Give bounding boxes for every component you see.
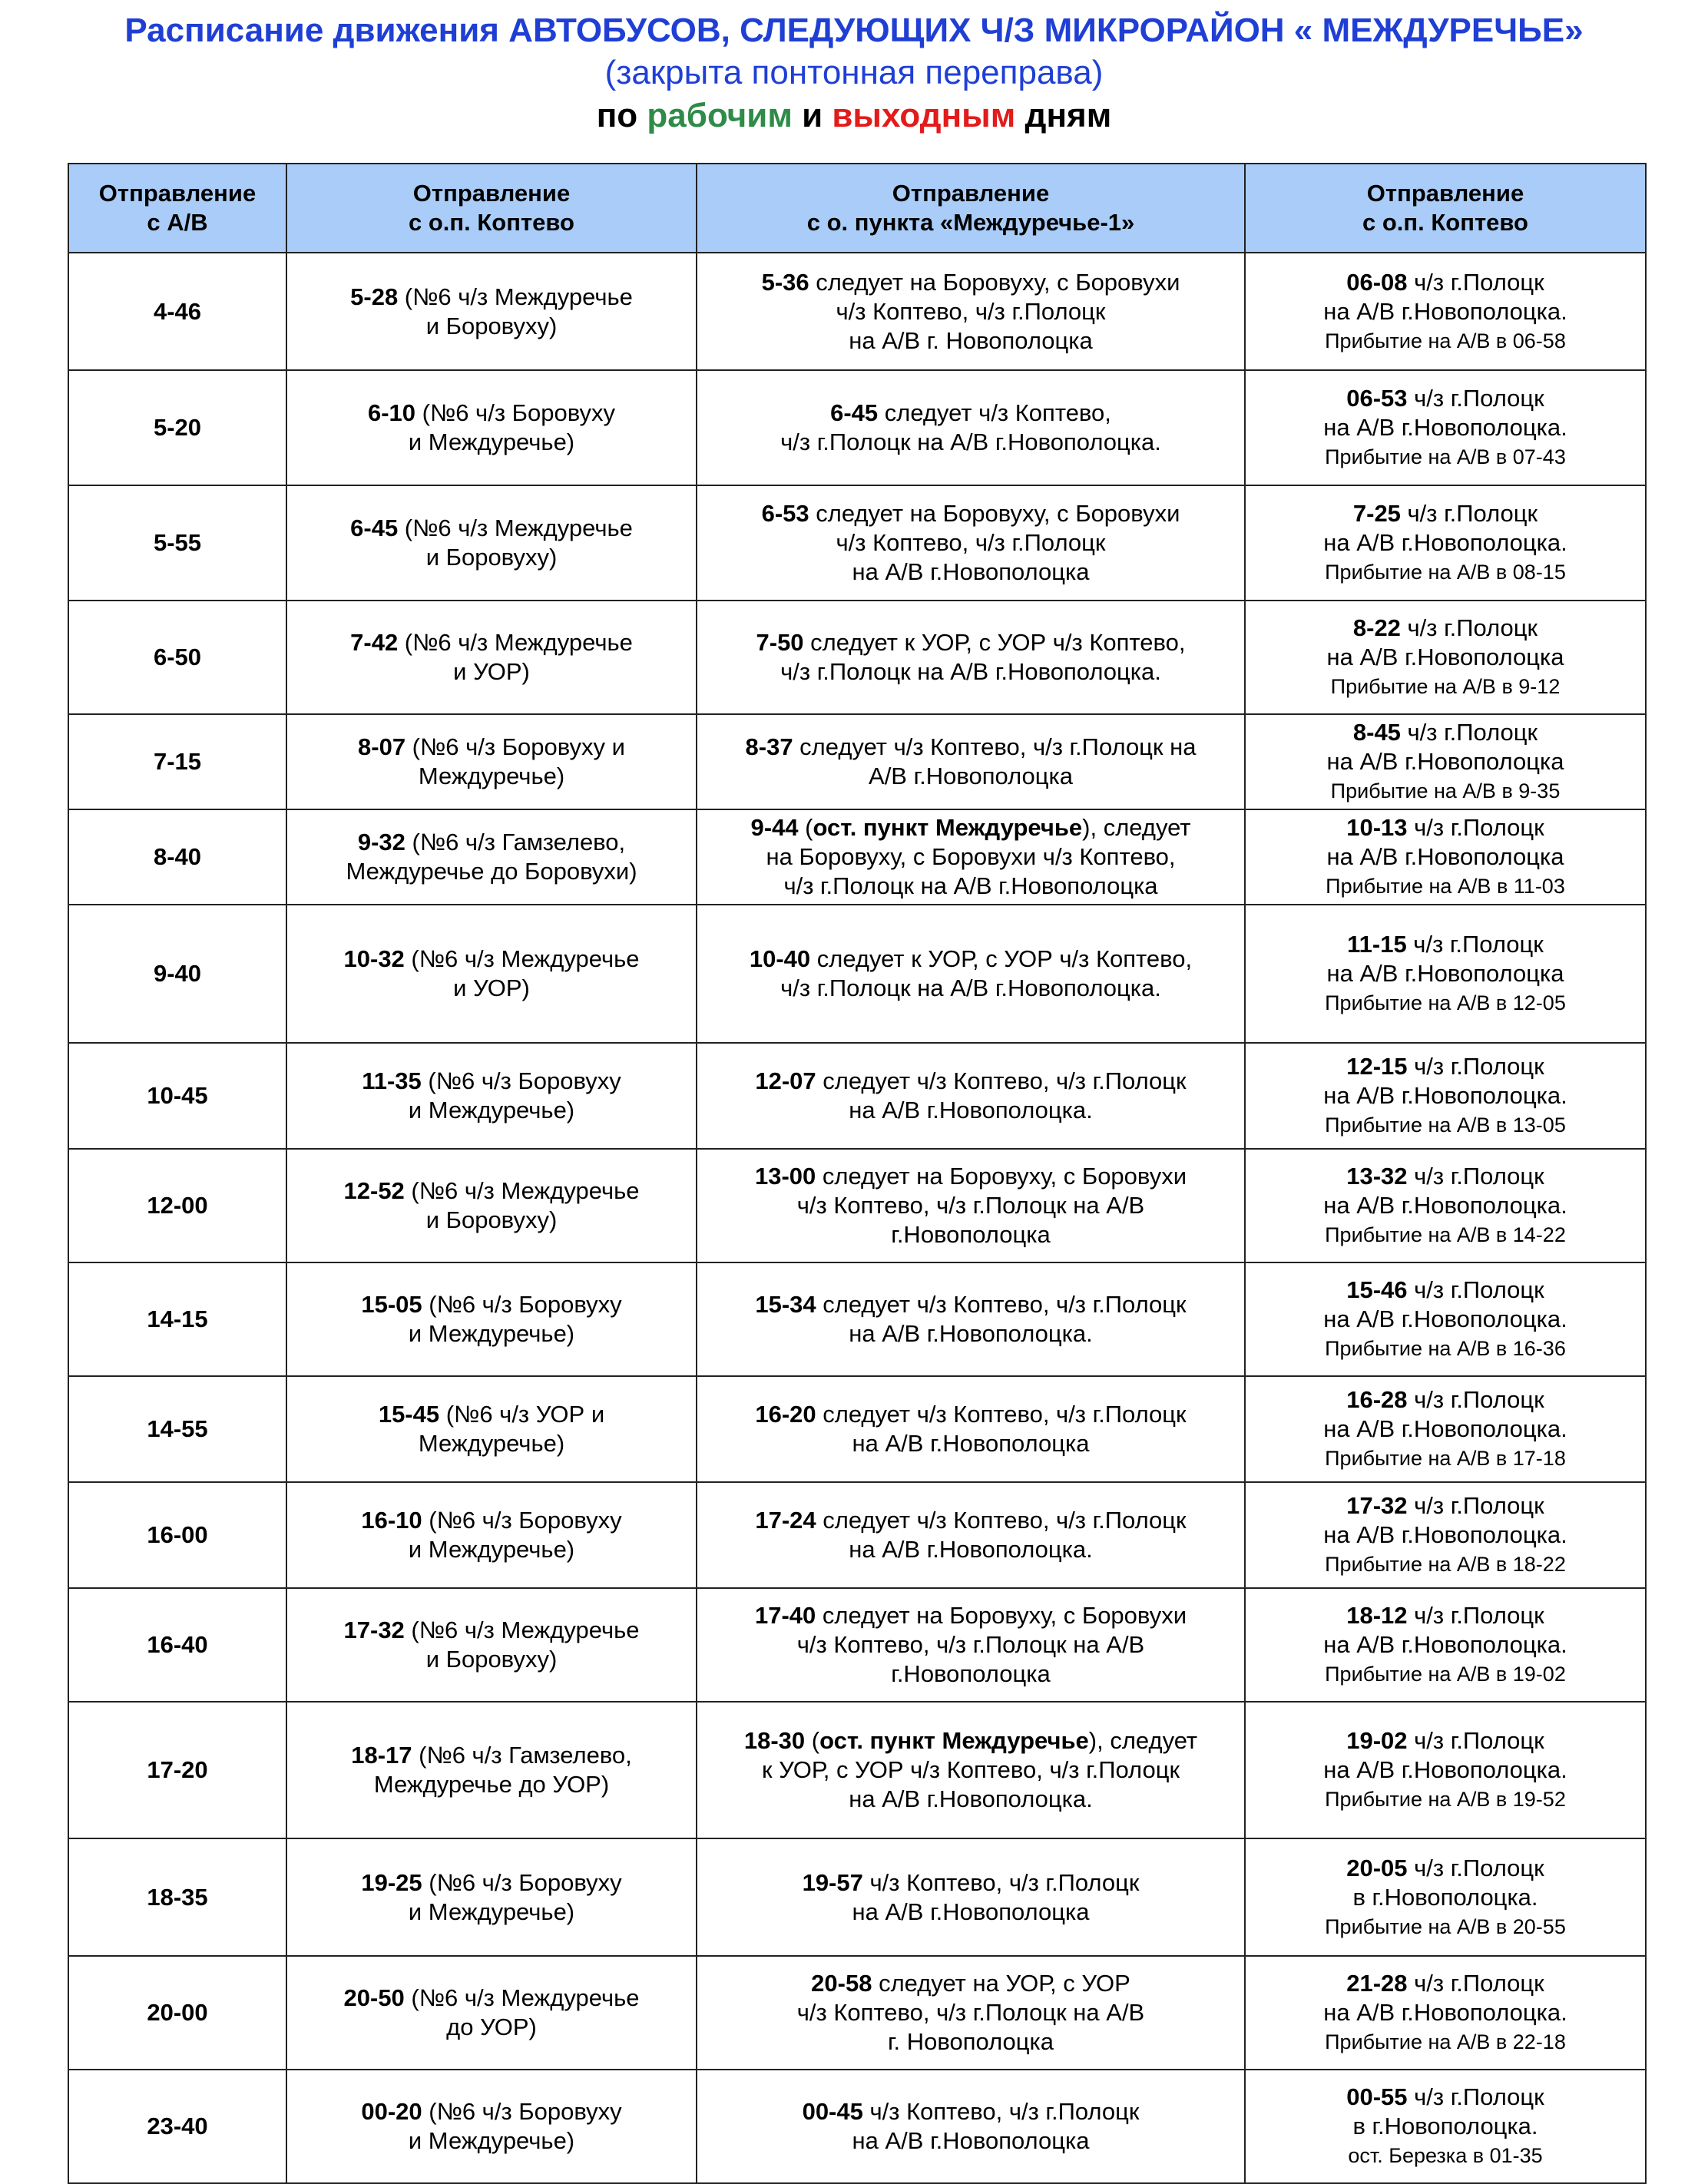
time-value: 16-00 <box>147 1521 208 1548</box>
departure-koptevo-cell <box>286 809 697 905</box>
route-note: ч/з г.Полоцк на А/В г.Новополоцка. <box>1323 1970 1567 2026</box>
departure-koptevo-return-cell <box>1245 253 1646 370</box>
time-value: 12-52 <box>343 1177 405 1204</box>
time-value: 16-40 <box>147 1631 208 1658</box>
arrival-note: Прибытие на А/В в 18-22 <box>1325 1553 1566 1576</box>
departure-koptevo-return-cell <box>1245 1838 1646 1956</box>
departure-koptevo-cell <box>286 1482 697 1588</box>
departure-mezhdurechye-cell <box>697 1376 1245 1482</box>
time-value: 4-46 <box>153 297 202 325</box>
departure-koptevo-cell <box>286 714 697 809</box>
route-note: (№6 ч/з Боровуху и Междуречье) <box>412 733 625 789</box>
arrival-note: Прибытие на А/В в 06-58 <box>1325 329 1566 352</box>
departure-koptevo-return-cell <box>1245 1482 1646 1588</box>
table-row <box>68 2070 1646 2183</box>
time-value: 20-05 <box>1346 1854 1408 1881</box>
departure-mezhdurechye-cell <box>697 2070 1245 2183</box>
time-value: 10-13 <box>1346 814 1408 841</box>
departure-mezhdurechye-cell <box>697 1262 1245 1376</box>
table-row <box>68 714 1646 809</box>
departure-mezhdurechye-cell <box>697 1149 1245 1262</box>
departure-bus-station <box>68 1838 286 1956</box>
route-note: ч/з г.Полоцк на А/В г.Новополоцка. <box>1323 1602 1567 1658</box>
time-value: 11-35 <box>362 1067 422 1094</box>
time-value: 5-55 <box>153 529 202 556</box>
departure-mezhdurechye-cell <box>697 1956 1245 2070</box>
route-note: ч/з Коптево, ч/з г.Полоцк на А/В г.Новополоцка <box>852 2098 1140 2154</box>
arrival-note: Прибытие на А/В в 17-18 <box>1325 1447 1566 1470</box>
route-note: ч/з Коптево, ч/з г.Полоцк на А/В г.Новополоцка <box>852 1868 1140 1925</box>
time-value: 15-05 <box>361 1291 422 1318</box>
route-note: (№6 ч/з Междуречье до УОР) <box>411 1984 640 2040</box>
time-value: 8-45 <box>1352 719 1401 746</box>
route-note: (№6 ч/з Боровуху и Междуречье) <box>408 399 616 455</box>
departure-mezhdurechye-cell <box>697 1588 1245 1702</box>
table-row <box>68 253 1646 370</box>
route-note: следует на Боровуху, с Боровухи ч/з Коптево, ч/з г.Полоцк на А/В г.Новополоцка <box>816 500 1180 585</box>
route-note: ч/з г.Полоцк в г.Новополоцка. <box>1352 2083 1544 2139</box>
departure-koptevo-cell <box>286 905 697 1043</box>
route-note: (№6 ч/з Боровуху и Междуречье) <box>408 2098 622 2154</box>
departure-koptevo-cell <box>286 1262 697 1376</box>
time-value: 5-20 <box>153 414 202 441</box>
time-value: 00-20 <box>361 2098 422 2125</box>
time-value: 5-36 <box>761 268 809 296</box>
departure-bus-station <box>68 1702 286 1838</box>
route-note: ), следует к УОР, с УОР ч/з Коптево, ч/з г.Полоцк на А/В г.Новополоцка. <box>761 1727 1198 1812</box>
departure-mezhdurechye-cell <box>697 370 1245 485</box>
departure-mezhdurechye-cell <box>697 1482 1245 1588</box>
table-row <box>68 485 1646 601</box>
departure-bus-station <box>68 2070 286 2183</box>
time-value: 7-25 <box>1352 500 1401 527</box>
departure-koptevo-cell <box>286 1376 697 1482</box>
route-note: ч/з г.Полоцк в г.Новополоцка. <box>1352 1854 1544 1911</box>
time-value: 18-35 <box>147 1883 208 1911</box>
arrival-note: ост. Березка в 01-35 <box>1348 2144 1543 2167</box>
table-row <box>68 1482 1646 1588</box>
departure-koptevo-cell <box>286 1043 697 1149</box>
departure-bus-station <box>68 1956 286 2070</box>
time-value: 15-46 <box>1346 1276 1408 1303</box>
departure-mezhdurechye-cell <box>697 714 1245 809</box>
route-note: (№6 ч/з Боровуху и Междуречье) <box>408 1507 622 1563</box>
route-note: ч/з г.Полоцк на А/В г.Новополоцка. <box>1323 1727 1567 1783</box>
time-value: 8-37 <box>745 733 793 760</box>
days-prefix: по <box>596 97 647 134</box>
time-value: 6-10 <box>367 399 416 426</box>
table-row <box>68 905 1646 1043</box>
route-note: ч/з г.Полоцк на А/В г.Новополоцка <box>1326 614 1564 670</box>
time-value: 9-40 <box>153 960 202 987</box>
departure-mezhdurechye-cell <box>697 1043 1245 1149</box>
arrival-note: Прибытие на А/В в 07-43 <box>1325 445 1566 468</box>
table-row <box>68 1376 1646 1482</box>
departure-koptevo-return-cell <box>1245 714 1646 809</box>
time-value: 11-15 <box>1347 931 1407 958</box>
departure-koptevo-cell <box>286 2070 697 2183</box>
route-note: следует на Боровуху, с Боровухи ч/з Коптево, ч/з г.Полоцк на А/В г.Новополоцка <box>796 1602 1187 1687</box>
time-value: 13-00 <box>754 1163 816 1190</box>
time-value: 18-30 <box>743 1727 806 1754</box>
departure-koptevo-cell <box>286 1956 697 2070</box>
time-value: 6-50 <box>153 644 202 670</box>
route-note: ч/з г.Полоцк на А/В г.Новополоцка. <box>1323 1276 1567 1332</box>
arrival-note: Прибытие на А/В в 22-18 <box>1325 2030 1566 2053</box>
route-note: следует на Боровуху, с Боровухи ч/з Коптево, ч/з г.Полоцк на А/В г. Новополоцка <box>816 268 1180 354</box>
departure-bus-station <box>68 1482 286 1588</box>
schedule-header <box>0 9 1708 138</box>
time-value: 7-42 <box>350 629 399 656</box>
departure-koptevo-cell <box>286 370 697 485</box>
time-value: 17-20 <box>147 1756 208 1783</box>
route-note: ч/з г.Полоцк на А/В г.Новополоцка. <box>1323 385 1567 441</box>
route-note: (№6 ч/з Гамзелево, Междуречье до УОР) <box>373 1742 632 1798</box>
time-value: 7-15 <box>153 748 202 775</box>
time-value: 19-25 <box>361 1868 422 1896</box>
table-row <box>68 1043 1646 1149</box>
time-value: 06-08 <box>1346 268 1408 296</box>
days-work: рабочим <box>647 97 793 134</box>
days-and: и <box>792 97 832 134</box>
time-value: 15-45 <box>378 1401 440 1428</box>
route-note: (№6 ч/з Междуречье и Боровуху) <box>404 515 633 571</box>
route-note: ч/з г.Полоцк на А/В г.Новополоцка. <box>1323 1163 1567 1219</box>
time-value: 10-45 <box>147 1082 208 1109</box>
departure-koptevo-return-cell <box>1245 370 1646 485</box>
time-value: 00-45 <box>802 2098 863 2125</box>
arrival-note: Прибытие на А/В в 14-22 <box>1325 1223 1566 1246</box>
time-value: 06-53 <box>1346 385 1408 412</box>
route-note: (№6 ч/з Междуречье и УОР) <box>404 629 633 685</box>
arrival-note: Прибытие на А/В в 12-05 <box>1325 991 1566 1014</box>
days-weekend: выходным <box>832 97 1016 134</box>
departure-mezhdurechye-cell <box>697 809 1245 905</box>
page-title: Расписание движения АВТОБУСОВ, СЛЕДУЮЩИХ Ч/З МИКРОРАЙОН « МЕЖДУРЕЧЬЕ» <box>124 12 1584 49</box>
time-value: 00-55 <box>1346 2083 1408 2110</box>
stop-name: ост. пункт Междуречье <box>819 1727 1089 1754</box>
time-value: 6-45 <box>350 515 399 541</box>
departure-koptevo-cell <box>286 1588 697 1702</box>
stop-note: (ост. пункт Междуречье <box>805 1727 1089 1754</box>
departure-bus-station <box>68 253 286 370</box>
departure-koptevo-cell <box>286 485 697 601</box>
route-note: (№6 ч/з Междуречье и Боровуху) <box>411 1177 640 1233</box>
route-note: (№6 ч/з Гамзелево, Междуречье до Боровухи) <box>346 829 637 885</box>
arrival-note: Прибытие на А/В в 19-02 <box>1325 1663 1566 1686</box>
route-note: следует ч/з Коптево, ч/з г.Полоцк на А/В г.Новополоцка. <box>823 1291 1187 1347</box>
departure-bus-station <box>68 1588 286 1702</box>
time-value: 19-02 <box>1346 1727 1408 1754</box>
route-note: следует ч/з Коптево, ч/з г.Полоцк на А/В г.Новополоцка. <box>780 399 1161 455</box>
route-note: (№6 ч/з Боровуху и Междуречье) <box>408 1067 621 1123</box>
time-value: 8-07 <box>358 733 406 760</box>
departure-mezhdurechye-cell <box>697 1702 1245 1838</box>
departure-bus-station <box>68 1149 286 1262</box>
departure-bus-station <box>68 601 286 714</box>
route-note: (№6 ч/з Боровуху и Междуречье) <box>408 1291 622 1347</box>
arrival-note: Прибытие на А/В в 9-35 <box>1330 779 1561 802</box>
page-subtitle: (закрыта понтонная переправа) <box>604 54 1104 91</box>
departure-bus-station <box>68 1376 286 1482</box>
schedule-body <box>68 253 1646 2183</box>
time-value: 8-40 <box>153 843 202 870</box>
time-value: 8-22 <box>1352 614 1401 641</box>
departure-koptevo-return-cell <box>1245 1702 1646 1838</box>
time-value: 12-07 <box>755 1067 816 1094</box>
time-value: 14-55 <box>147 1415 208 1442</box>
table-row <box>68 1262 1646 1376</box>
arrival-note: Прибытие на А/В в 16-36 <box>1325 1337 1566 1360</box>
departure-koptevo-return-cell <box>1245 809 1646 905</box>
time-value: 20-00 <box>147 1999 208 2026</box>
route-note: следует на Боровуху, с Боровухи ч/з Коптево, ч/з г.Полоцк на А/В г.Новополоцка <box>796 1163 1187 1248</box>
route-note: следует к УОР, с УОР ч/з Коптево, ч/з г.Полоцк на А/В г.Новополоцка. <box>780 945 1193 1001</box>
departure-mezhdurechye-cell <box>697 601 1245 714</box>
route-note: ч/з г.Полоцк на А/В г.Новополоцка. <box>1323 500 1567 556</box>
table-row <box>68 1956 1646 2070</box>
column-header: Отправление с о.п. Коптево <box>1245 164 1646 253</box>
column-header: Отправление с А/В <box>68 164 286 253</box>
departure-bus-station <box>68 905 286 1043</box>
departure-koptevo-return-cell <box>1245 1376 1646 1482</box>
departure-bus-station <box>68 809 286 905</box>
departure-koptevo-return-cell <box>1245 905 1646 1043</box>
time-value: 17-40 <box>754 1602 816 1629</box>
table-row <box>68 1838 1646 1956</box>
table-row <box>68 809 1646 905</box>
time-value: 10-40 <box>749 945 811 972</box>
departure-koptevo-cell <box>286 253 697 370</box>
column-header: Отправление с о. пункта «Междуречье-1» <box>697 164 1245 253</box>
route-note: следует ч/з Коптево, ч/з г.Полоцк на А/В г.Новополоцка. <box>823 1507 1187 1563</box>
route-note: следует на УОР, с УОР ч/з Коптево, ч/з г.Полоцк на А/В г. Новополоцка <box>796 1970 1145 2055</box>
table-row <box>68 370 1646 485</box>
time-value: 23-40 <box>147 2113 208 2139</box>
time-value: 16-20 <box>755 1401 816 1428</box>
departure-koptevo-return-cell <box>1245 485 1646 601</box>
departure-koptevo-return-cell <box>1245 1956 1646 2070</box>
time-value: 19-57 <box>802 1868 863 1896</box>
route-note: следует ч/з Коптево, ч/з г.Полоцк на А/В г.Новополоцка <box>799 733 1197 789</box>
stop-note: (ост. пункт Междуречье <box>798 814 1083 841</box>
departure-koptevo-return-cell <box>1245 1149 1646 1262</box>
departure-bus-station <box>68 370 286 485</box>
time-value: 17-32 <box>343 1616 405 1643</box>
route-note: ч/з г.Полоцк на А/В г.Новополоцка <box>1326 931 1564 987</box>
schedule-table <box>68 163 1647 2184</box>
departure-koptevo-return-cell <box>1245 601 1646 714</box>
time-value: 6-45 <box>830 399 879 426</box>
route-note: (№6 ч/з Боровуху и Междуречье) <box>408 1868 622 1925</box>
arrival-note: Прибытие на А/В в 11-03 <box>1326 875 1565 898</box>
time-value: 20-58 <box>811 1970 872 1997</box>
route-note: следует ч/з Коптево, ч/з г.Полоцк на А/В г.Новополоцка <box>823 1401 1187 1457</box>
table-row <box>68 1588 1646 1702</box>
departure-mezhdurechye-cell <box>697 905 1245 1043</box>
route-note: ч/з г.Полоцк на А/В г.Новополоцка. <box>1323 1053 1567 1109</box>
time-value: 10-32 <box>343 945 405 972</box>
departure-koptevo-cell <box>286 1838 697 1956</box>
departure-koptevo-return-cell <box>1245 1588 1646 1702</box>
arrival-note: Прибытие на А/В в 13-05 <box>1325 1114 1566 1137</box>
departure-koptevo-cell <box>286 1149 697 1262</box>
departure-bus-station <box>68 1262 286 1376</box>
time-value: 9-32 <box>357 829 405 855</box>
departure-mezhdurechye-cell <box>697 1838 1245 1956</box>
column-header: Отправление с о.п. Коптево <box>286 164 697 253</box>
departure-bus-station <box>68 1043 286 1149</box>
time-value: 17-24 <box>755 1507 816 1534</box>
departure-mezhdurechye-cell <box>697 485 1245 601</box>
days-line <box>0 94 1708 138</box>
departure-koptevo-return-cell <box>1245 1043 1646 1149</box>
time-value: 12-00 <box>147 1192 208 1219</box>
time-value: 14-15 <box>147 1305 208 1332</box>
table-row <box>68 601 1646 714</box>
stop-name: ост. пункт Междуречье <box>813 814 1083 841</box>
route-note: ч/з г.Полоцк на А/В г.Новополоцка. <box>1323 268 1567 325</box>
route-note: ч/з г.Полоцк на А/В г.Новополоцка. <box>1323 1492 1567 1548</box>
time-value: 6-53 <box>761 500 809 527</box>
time-value: 18-17 <box>351 1742 412 1769</box>
route-note: (№6 ч/з Междуречье и УОР) <box>411 945 640 1001</box>
departure-koptevo-cell <box>286 601 697 714</box>
time-value: 16-28 <box>1346 1386 1408 1413</box>
time-value: 18-12 <box>1346 1602 1408 1629</box>
departure-bus-station <box>68 714 286 809</box>
time-value: 20-50 <box>343 1984 405 2011</box>
time-value: 5-28 <box>350 283 399 310</box>
departure-bus-station <box>68 485 286 601</box>
departure-mezhdurechye-cell <box>697 253 1245 370</box>
time-value: 12-15 <box>1346 1053 1408 1080</box>
route-note: (№6 ч/з Междуречье и Боровуху) <box>411 1616 640 1673</box>
arrival-note: Прибытие на А/В в 19-52 <box>1325 1788 1566 1811</box>
departure-koptevo-return-cell <box>1245 1262 1646 1376</box>
days-suffix: дням <box>1015 97 1112 134</box>
arrival-note: Прибытие на А/В в 08-15 <box>1325 561 1566 584</box>
route-note: (№6 ч/з Междуречье и Боровуху) <box>404 283 633 339</box>
time-value: 9-44 <box>750 814 799 841</box>
route-note: следует к УОР, с УОР ч/з Коптево, ч/з г.Полоцк на А/В г.Новополоцка. <box>780 629 1186 685</box>
arrival-note: Прибытие на А/В в 9-12 <box>1330 675 1561 698</box>
table-header-row <box>68 164 1646 253</box>
time-value: 16-10 <box>361 1507 422 1534</box>
table-row <box>68 1149 1646 1262</box>
table-row <box>68 1702 1646 1838</box>
departure-koptevo-return-cell <box>1245 2070 1646 2183</box>
time-value: 21-28 <box>1346 1970 1408 1997</box>
route-note: ч/з г.Полоцк на А/В г.Новополоцка. <box>1323 1386 1567 1442</box>
route-note: (№6 ч/з УОР и Междуречье) <box>418 1401 605 1457</box>
time-value: 17-32 <box>1346 1492 1408 1519</box>
time-value: 13-32 <box>1346 1163 1408 1190</box>
departure-koptevo-cell <box>286 1702 697 1838</box>
time-value: 15-34 <box>755 1291 816 1318</box>
time-value: 7-50 <box>756 629 804 656</box>
route-note: ), следует на Боровуху, с Боровухи ч/з Коптево, ч/з г.Полоцк на А/В г.Новополоцка <box>766 814 1191 899</box>
route-note: ч/з г.Полоцк на А/В г.Новополоцка <box>1326 814 1564 870</box>
arrival-note: Прибытие на А/В в 20-55 <box>1325 1914 1566 1938</box>
route-note: ч/з г.Полоцк на А/В г.Новополоцка <box>1326 719 1564 775</box>
route-note: следует ч/з Коптево, ч/з г.Полоцк на А/В г.Новополоцка. <box>823 1067 1187 1123</box>
